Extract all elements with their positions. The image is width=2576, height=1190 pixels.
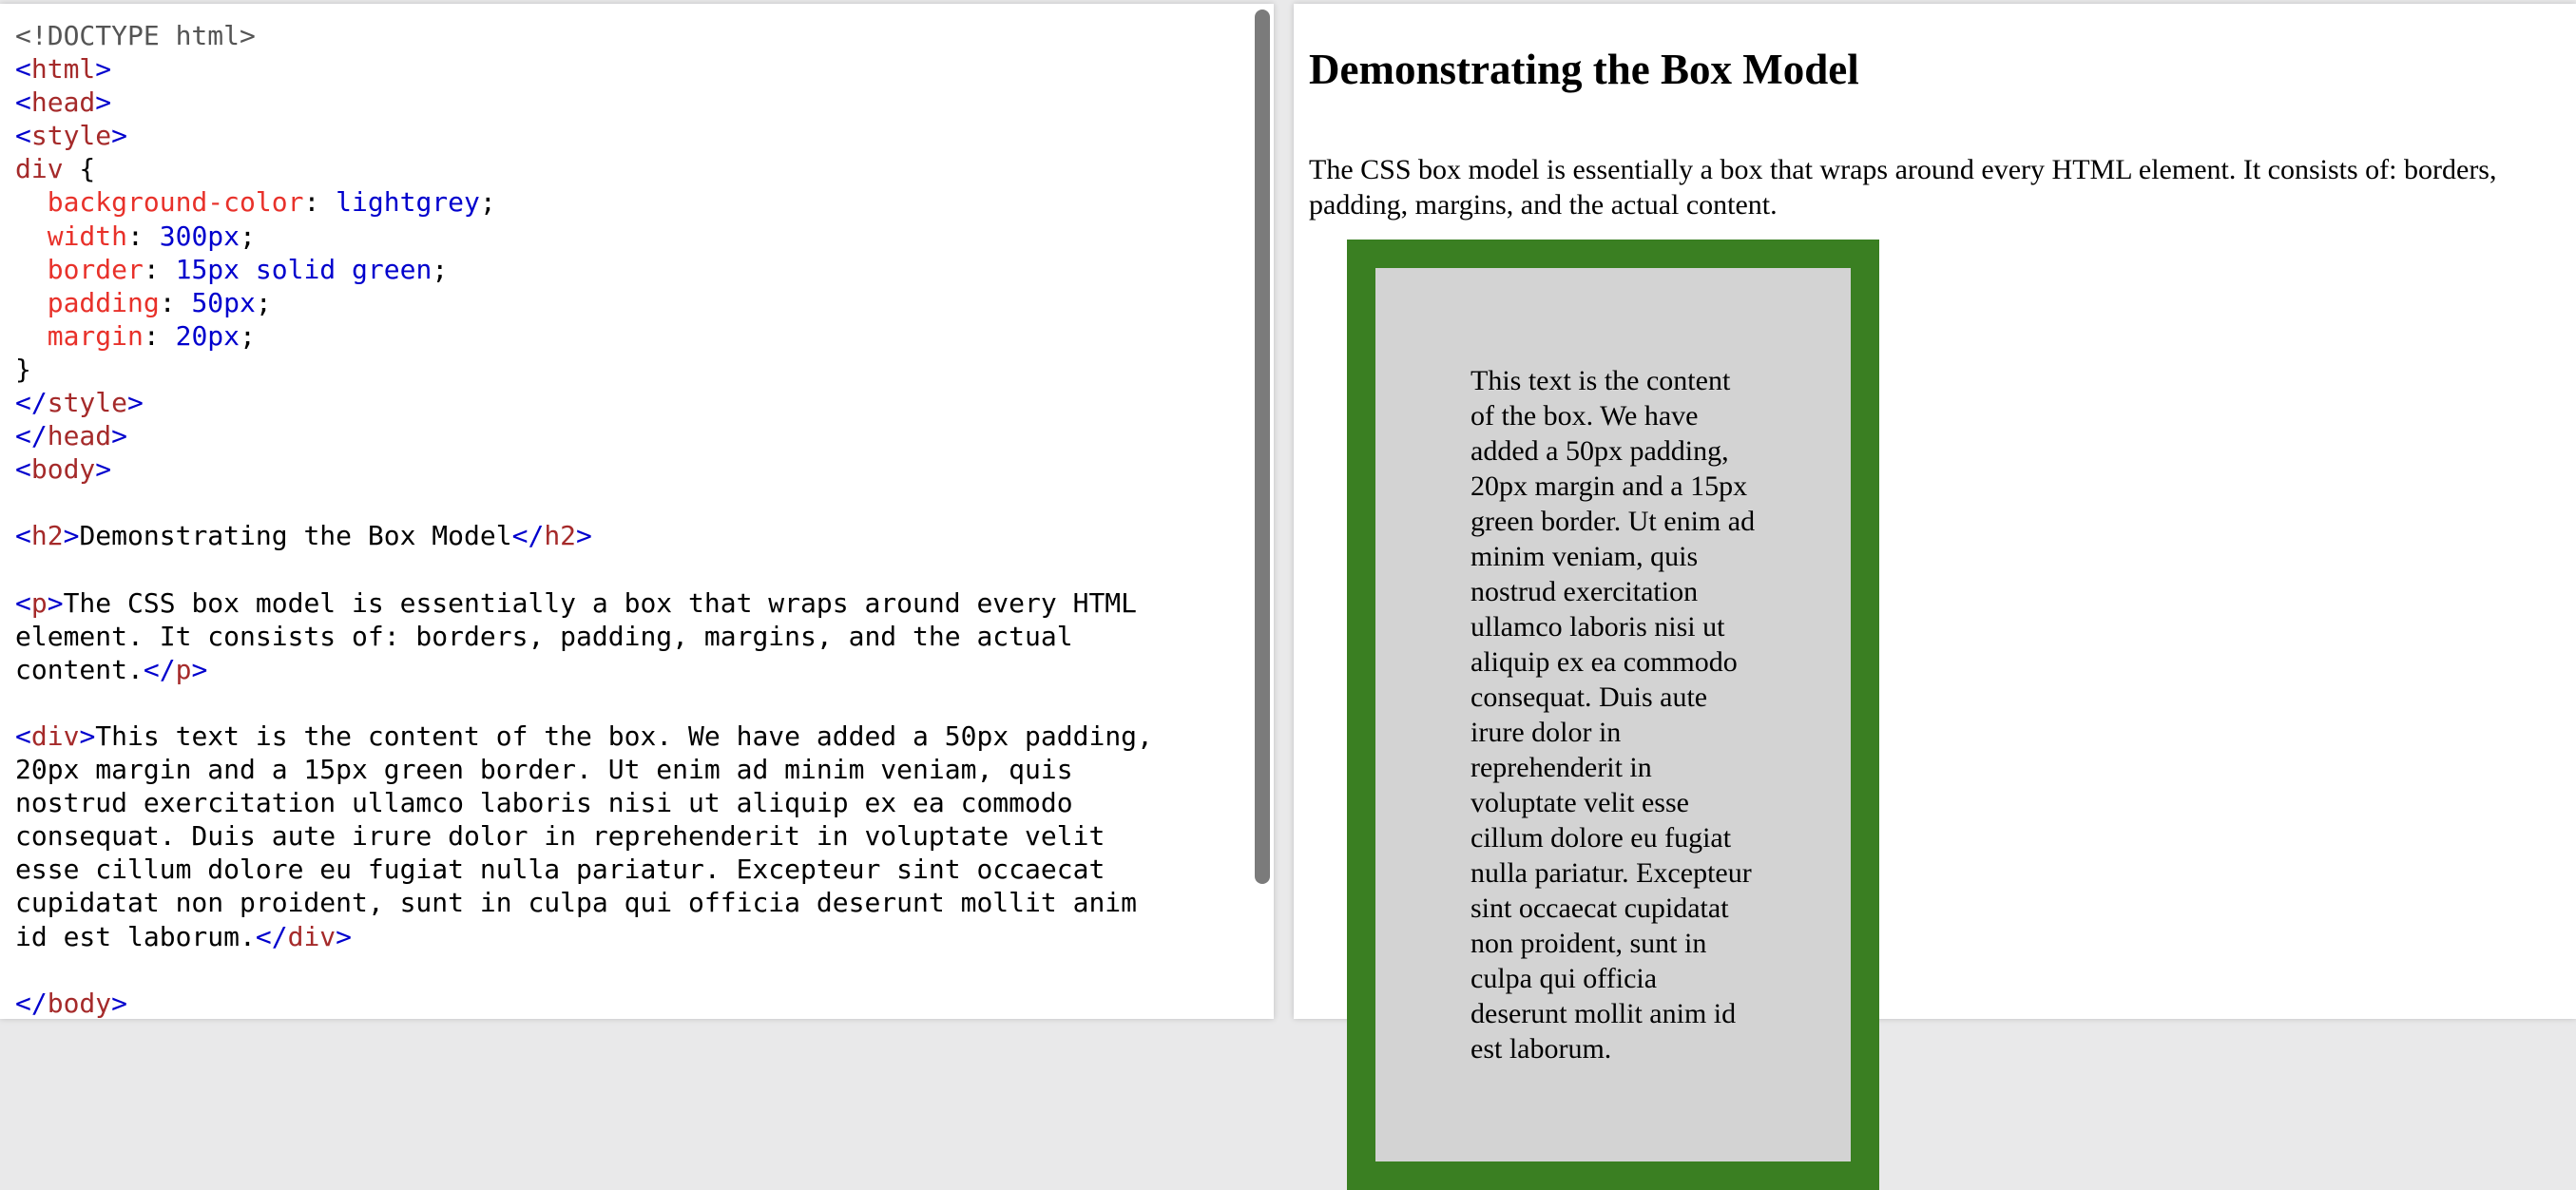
code-token: : xyxy=(127,220,160,252)
code-token: consequat. Duis aute irure dolor in reprehenderit in voluptate velit xyxy=(15,820,1105,853)
code-token: < xyxy=(15,86,31,119)
code-token: ; xyxy=(240,220,256,252)
code-token: 15px solid green xyxy=(175,253,433,285)
code-token: < xyxy=(15,120,31,152)
code-token: style xyxy=(30,120,112,152)
code-token: esse cillum dolore eu fugiat nulla pariatur. Excepteur sint occaecat xyxy=(15,854,1105,886)
code-line xyxy=(15,119,1236,152)
code-line xyxy=(15,353,1236,386)
code-line xyxy=(15,620,1236,653)
code-token: > xyxy=(111,120,128,152)
code-token: <!DOCTYPE html> xyxy=(15,20,256,51)
code-token: 20px xyxy=(175,319,240,352)
code-token: width xyxy=(47,220,128,252)
code-token: ; xyxy=(432,253,449,285)
code-token: element. It consists of: borders, padding, margins, and the actual xyxy=(15,620,1073,652)
code-token: body xyxy=(30,453,96,486)
code-editor-pane[interactable] xyxy=(0,4,1274,1019)
code-token: content. xyxy=(15,653,144,685)
code-token: > xyxy=(576,520,592,552)
code-token: body xyxy=(47,987,112,1019)
code-token: </ xyxy=(143,653,176,685)
box-content-text: This text is the content of the box. We have added a 50px padding, 20px margin and a 15px green border. Ut enim ad minim veniam, quis nostrud exercitation ullamco laboris nisi ut aliquip ex ea commodo consequat. Duis aute irure dolor in reprehenderit in voluptate velit esse cillum dolore eu fugiat nulla pariatur. Excepteur sint occaecat cupidatat non proident, sunt in culpa qui officia deserunt mollit anim id est laborum. xyxy=(1471,365,1756,1065)
code-token: </ xyxy=(15,420,48,452)
code-line xyxy=(15,52,1236,86)
code-line xyxy=(15,452,1236,486)
result-preview-pane xyxy=(1294,4,2576,1065)
code-token: < xyxy=(15,586,31,619)
code-token: div xyxy=(287,920,336,952)
code-line xyxy=(15,920,1236,953)
code-token: > xyxy=(111,420,128,452)
code-line xyxy=(15,953,1236,987)
code-line xyxy=(15,586,1236,620)
code-token: lightgrey xyxy=(336,186,480,219)
code-line xyxy=(15,553,1236,586)
code-token xyxy=(15,221,48,252)
code-token: head xyxy=(47,420,112,452)
code-token: head xyxy=(30,86,96,119)
code-line xyxy=(15,486,1236,519)
code-token xyxy=(15,320,48,352)
code-line xyxy=(15,86,1236,119)
code-token: > xyxy=(95,53,112,86)
code-token: margin xyxy=(47,319,144,352)
code-line xyxy=(15,786,1236,819)
code-token: } xyxy=(15,353,31,385)
code-token: div xyxy=(30,720,80,752)
code-line xyxy=(15,419,1236,452)
code-token: > xyxy=(63,520,80,552)
code-token: > xyxy=(95,453,112,486)
code-token: cupidatat non proident, sunt in culpa qui officia deserunt mollit anim xyxy=(15,887,1138,919)
code-token: < xyxy=(15,520,31,552)
code-token xyxy=(15,254,48,285)
code-token: </ xyxy=(511,520,545,552)
code-token: border xyxy=(47,253,144,285)
code-token: > xyxy=(191,653,208,685)
code-token: : xyxy=(303,186,336,219)
code-line xyxy=(15,653,1236,686)
code-line xyxy=(15,686,1236,720)
code-token: div xyxy=(15,153,64,185)
code-line xyxy=(15,185,1236,219)
code-token: </ xyxy=(15,987,48,1019)
code-line xyxy=(15,853,1236,886)
code-token: background-color xyxy=(47,186,304,219)
code-editor[interactable] xyxy=(15,19,1236,1020)
code-token: p xyxy=(30,586,48,619)
code-token: ; xyxy=(240,319,256,352)
code-token xyxy=(15,186,48,218)
code-token: : xyxy=(143,319,176,352)
code-token: < xyxy=(15,720,31,752)
editor-scrollbar[interactable] xyxy=(1255,10,1270,884)
code-line xyxy=(15,19,1236,52)
preview-heading: Demonstrating the Box Model xyxy=(1309,46,1859,93)
code-token: > xyxy=(47,586,64,619)
code-token: id est laborum. xyxy=(15,920,256,952)
code-token: < xyxy=(15,53,31,86)
code-token: ; xyxy=(255,286,272,318)
code-line xyxy=(15,519,1236,552)
code-line xyxy=(15,220,1236,253)
code-token xyxy=(15,287,48,318)
code-token: > xyxy=(336,920,353,952)
code-token: > xyxy=(79,720,96,752)
code-token: nostrud exercitation ullamco laboris nisi ut aliquip ex ea commodo xyxy=(15,787,1073,819)
code-token: 50px xyxy=(191,286,256,318)
code-line xyxy=(15,286,1236,319)
code-token: > xyxy=(111,987,128,1019)
code-token: This text is the content of the box. We have added a 50px padding, xyxy=(95,720,1153,752)
code-token: < xyxy=(15,453,31,486)
code-token: ; xyxy=(479,186,496,219)
code-token: : xyxy=(143,253,176,285)
code-token: > xyxy=(127,387,144,419)
code-line xyxy=(15,819,1236,853)
code-line xyxy=(15,987,1236,1020)
code-token: h2 xyxy=(544,520,577,552)
code-token: html xyxy=(30,53,96,86)
code-token: style xyxy=(47,387,128,419)
code-token: h2 xyxy=(30,520,64,552)
code-token: The CSS box model is essentially a box that wraps around every HTML xyxy=(63,586,1138,619)
box-model-div xyxy=(1347,240,1879,1190)
code-line xyxy=(15,753,1236,786)
code-token: : xyxy=(159,286,192,318)
code-token: </ xyxy=(255,920,288,952)
code-line xyxy=(15,386,1236,419)
code-line xyxy=(15,720,1236,753)
code-token: { xyxy=(63,153,96,185)
code-line xyxy=(15,152,1236,185)
code-token: > xyxy=(95,86,112,119)
code-token: </ xyxy=(15,387,48,419)
code-line xyxy=(15,253,1236,286)
code-token: p xyxy=(175,653,192,685)
preview-paragraph: The CSS box model is essentially a box that wraps around every HTML element. It consists of: borders, padding, margins, and the actual content. xyxy=(1309,154,2497,221)
code-token: 20px margin and a 15px green border. Ut enim ad minim veniam, quis xyxy=(15,754,1073,786)
code-token: 300px xyxy=(159,220,240,252)
code-token: Demonstrating the Box Model xyxy=(79,520,512,552)
preview-document xyxy=(1309,4,2538,1065)
code-line xyxy=(15,319,1236,353)
code-token: padding xyxy=(47,286,160,318)
code-line xyxy=(15,886,1236,919)
